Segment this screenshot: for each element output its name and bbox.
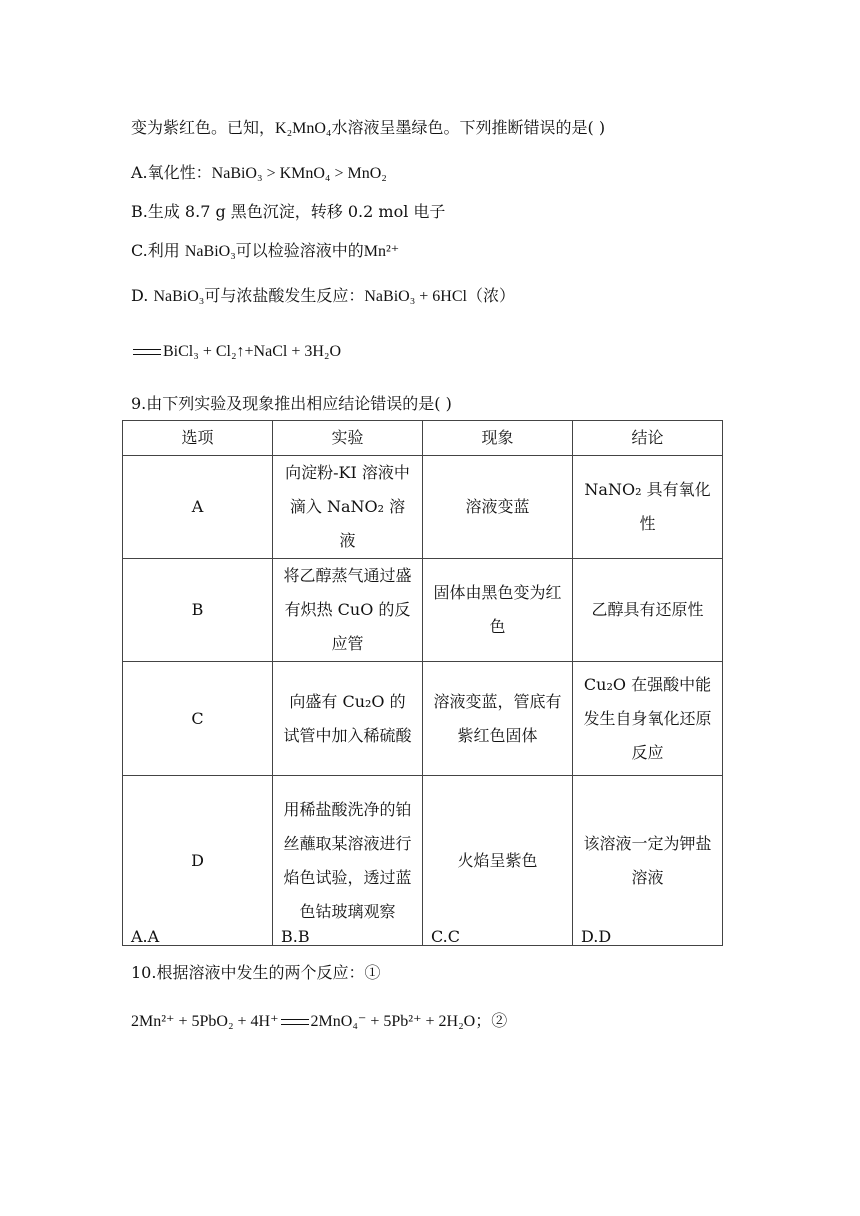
- header-option: 选项: [123, 421, 273, 456]
- q8-intro: 变为紫红色。已知，K₂MnO₄水溶液呈墨绿色。下列推断错误的是( ): [131, 118, 606, 137]
- table-row: [123, 776, 723, 946]
- q8-option-c: C.利用 NaBiO₃可以检验溶液中的Mn²⁺: [131, 241, 400, 260]
- cell-phenomenon: 溶液变蓝: [423, 456, 573, 559]
- q10-equation: 2Mn²⁺ + 5PbO₂ + 4H⁺ 2MnO₄⁻ + 5Pb²⁺ + 2H₂O；②: [131, 1011, 508, 1030]
- cell-conclusion: 该溶液一定为钾盐溶液: [573, 776, 723, 946]
- oxidizing-order-formula: NaBiO₃ > KMnO₄ > MnO₂: [211, 165, 387, 182]
- cell-experiment: 将乙醇蒸气通过盛有炽热 CuO 的反应管: [273, 559, 423, 662]
- equals-sign: [281, 1019, 309, 1025]
- q9-stem: 9.由下列实验及现象推出相应结论错误的是( ): [131, 394, 452, 413]
- cell-conclusion: NaNO₂ 具有氧化性: [573, 456, 723, 559]
- cell-experiment: 向淀粉-KI 溶液中滴入 NaNO₂ 溶液: [273, 456, 423, 559]
- equals-sign: [133, 349, 161, 355]
- cell-option: B: [123, 559, 273, 662]
- cell-conclusion: 乙醇具有还原性: [573, 559, 723, 662]
- header-conclusion: 结论: [573, 421, 723, 456]
- choice-c: C.C: [431, 927, 460, 946]
- cell-option: D: [123, 776, 273, 946]
- table-row: [123, 662, 723, 776]
- table-header-row: [123, 421, 723, 456]
- cell-option: A: [123, 456, 273, 559]
- cell-phenomenon: 溶液变蓝，管底有紫红色固体: [423, 662, 573, 776]
- cell-phenomenon: 火焰呈紫色: [423, 776, 573, 946]
- table-row: [123, 559, 723, 662]
- cell-experiment: 向盛有 Cu₂O 的试管中加入稀硫酸: [273, 662, 423, 776]
- choice-d: D.D: [581, 927, 612, 946]
- q8-option-d-equation: BiCl₃ + Cl₂↑+NaCl + 3H₂O: [131, 340, 341, 363]
- q8-option-b: B.生成 8.7 g 黑色沉淀，转移 0.2 mol 电子: [131, 202, 446, 221]
- header-phenomenon: 现象: [423, 421, 573, 456]
- cell-phenomenon: 固体由黑色变为红色: [423, 559, 573, 662]
- cell-experiment: 用稀盐酸洗净的铂丝蘸取某溶液进行焰色试验，透过蓝色钴玻璃观察: [273, 776, 423, 946]
- choice-a: A.A: [131, 927, 160, 946]
- q9-table: [122, 420, 723, 946]
- cell-conclusion: Cu₂O 在强酸中能发生自身氧化还原反应: [573, 662, 723, 776]
- q10-stem: 10.根据溶液中发生的两个反应：①: [131, 963, 381, 982]
- q8-option-a: A.氧化性：NaBiO₃ > KMnO₄ > MnO₂: [131, 163, 387, 182]
- table-row: [123, 456, 723, 559]
- choice-b: B.B: [281, 927, 310, 946]
- header-experiment: 实验: [273, 421, 423, 456]
- k2mno4-formula: K₂MnO₄: [275, 120, 332, 137]
- q8-option-d: D. NaBiO₃可与浓盐酸发生反应：NaBiO₃ + 6HCl（浓）: [131, 286, 515, 305]
- cell-option: C: [123, 662, 273, 776]
